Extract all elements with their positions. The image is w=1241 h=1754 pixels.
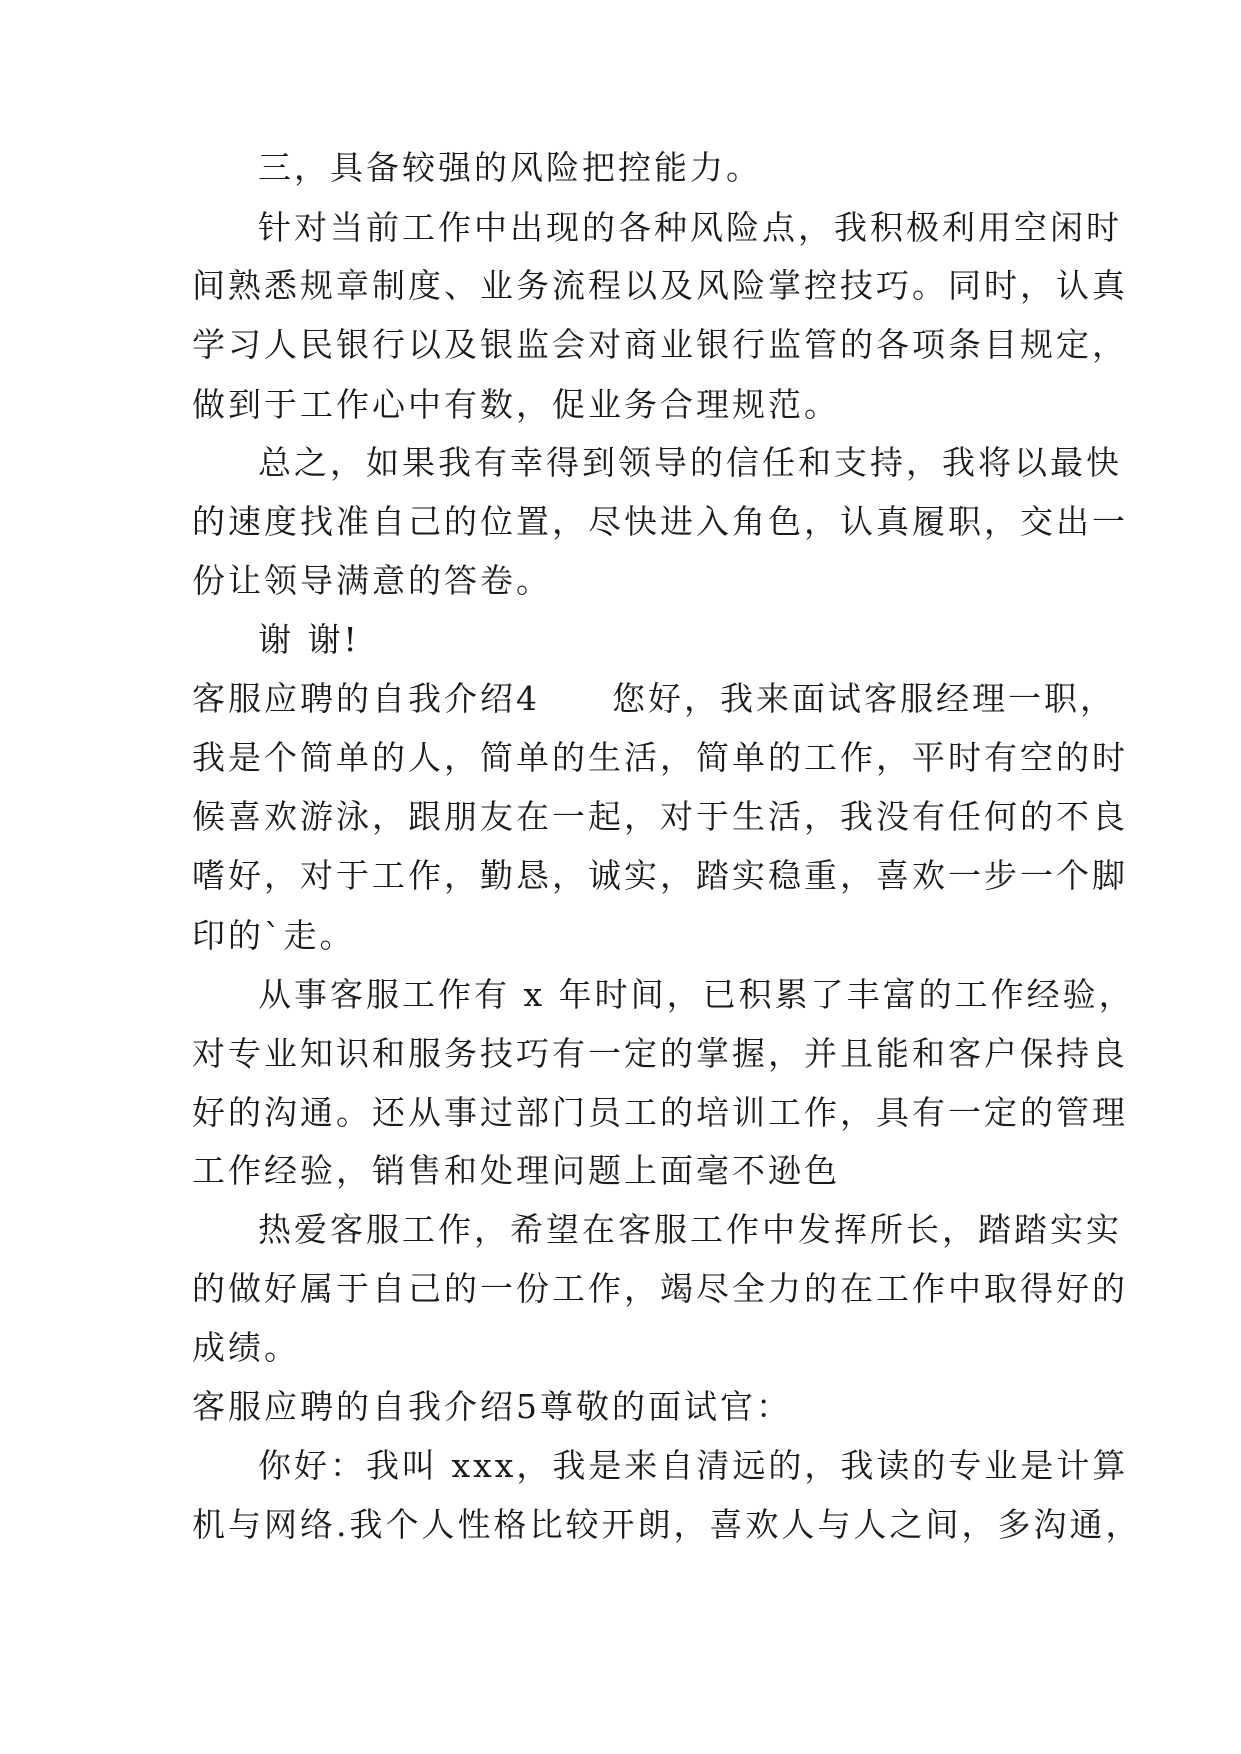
- text-line: 机与网络.我个人性格比较开朗，喜欢人与人之间，多沟通，: [192, 1505, 1142, 1544]
- section-heading-line: 客服应聘的自我介绍4 您好，我来面试客服经理一职，: [192, 679, 1116, 718]
- text-line: 印的`走。: [192, 916, 356, 955]
- text-line: 的做好属于自己的一份工作，竭尽全力的在工作中取得好的: [192, 1269, 1128, 1308]
- text-line: 嗜好，对于工作，勤恳，诚实，踏实稳重，喜欢一步一个脚: [192, 856, 1128, 895]
- text-line: 针对当前工作中出现的各种风险点，我积极利用空闲时: [258, 208, 1122, 247]
- text-line: 对专业知识和服务技巧有一定的掌握，并且能和客户保持良: [192, 1034, 1128, 1073]
- text-line: 总之，如果我有幸得到领导的信任和支持，我将以最快: [258, 443, 1122, 482]
- text-line: 好的沟通。还从事过部门员工的培训工作，具有一定的管理: [192, 1093, 1128, 1132]
- text-line: 三，具备较强的风险把控能力。: [258, 148, 762, 187]
- text-line: 你好：我叫 xxx，我是来自清远的，我读的专业是计算: [258, 1446, 1129, 1485]
- text-line: 份让领导满意的答卷。: [192, 561, 552, 600]
- text-line: 间熟悉规章制度、业务流程以及风险掌控技巧。同时，认真: [192, 266, 1128, 305]
- text-line: 我是个简单的人，简单的生活，简单的工作，平时有空的时: [192, 738, 1128, 777]
- section-heading-line: 客服应聘的自我介绍5尊敬的面试官：: [192, 1387, 792, 1426]
- text-line: 谢 谢!: [258, 620, 360, 659]
- text-line: 工作经验，销售和处理问题上面毫不逊色: [192, 1151, 840, 1190]
- text-line: 的速度找准自己的位置，尽快进入角色，认真履职，交出一: [192, 502, 1128, 541]
- text-line: 做到于工作心中有数，促业务合理规范。: [192, 385, 840, 424]
- text-line: 从事客服工作有 x 年时间，已积累了丰富的工作经验，: [258, 975, 1135, 1014]
- text-line: 成绩。: [192, 1328, 300, 1367]
- text-line: 候喜欢游泳，跟朋友在一起，对于生活，我没有任何的不良: [192, 797, 1128, 836]
- text-line: 学习人民银行以及银监会对商业银行监管的各项条目规定，: [192, 325, 1128, 364]
- text-line: 热爱客服工作，希望在客服工作中发挥所长，踏踏实实: [258, 1210, 1122, 1249]
